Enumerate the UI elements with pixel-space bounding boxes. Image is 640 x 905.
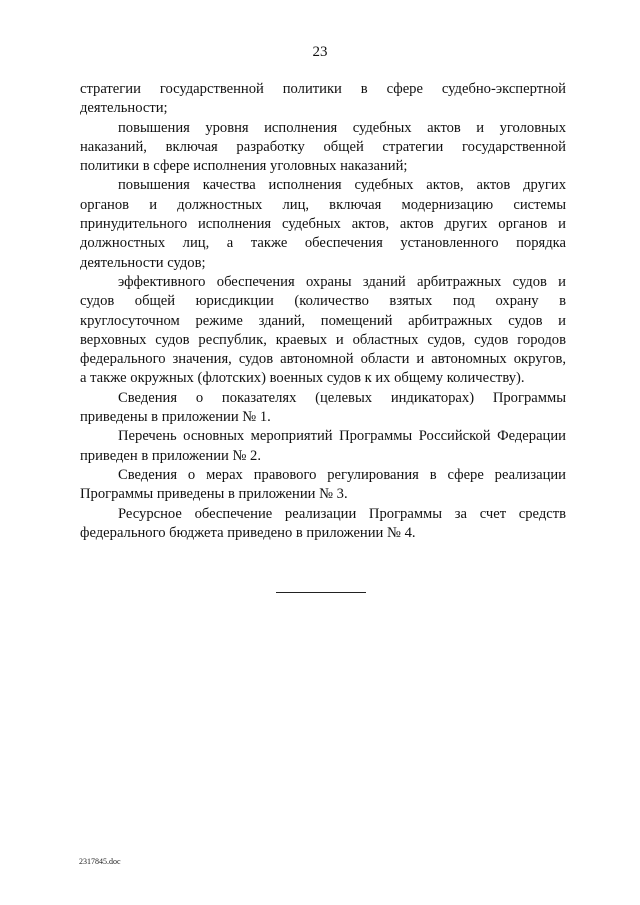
text-line: Сведения о мерах правового регулирования в сфере реализации (118, 466, 566, 483)
document-body (80, 80, 566, 543)
text-line: повышения уровня исполнения судебных актов и уголовных (118, 119, 566, 136)
text-line: Программы приведены в приложении № 3. (80, 486, 348, 503)
paragraph (80, 505, 566, 544)
paragraph (80, 427, 566, 466)
text-line: эффективного обеспечения охраны зданий арбитражных судов и (118, 273, 566, 290)
paragraph (80, 80, 566, 119)
text-line: верховных судов республик, краевых и областных судов, судов городов (80, 331, 566, 348)
text-line: Перечень основных мероприятий Программы Российской Федерации (118, 428, 566, 445)
text-line: повышения качества исполнения судебных актов, актов других (118, 177, 566, 194)
paragraph (80, 119, 566, 177)
text-line: федерального бюджета приведено в приложении № 4. (80, 524, 416, 541)
text-line: наказаний, включая разработку общей стратегии государственной (80, 138, 566, 155)
text-line: должностных лиц, а также обеспечения установленного порядка (80, 235, 566, 252)
text-line: принудительного исполнения судебных актов, актов других органов и (80, 216, 566, 233)
text-line: деятельности; (80, 100, 168, 117)
paragraph (80, 176, 566, 272)
text-line: Сведения о показателях (целевых индикаторах) Программы (118, 389, 566, 406)
end-separator-line (276, 592, 366, 593)
page-number: 23 (312, 44, 328, 60)
text-line: стратегии государственной политики в сфере судебно-экспертной (80, 81, 566, 97)
text-line: приведены в приложении № 1. (80, 409, 271, 426)
text-line: а также окружных (флотских) военных судов к их общему количеству). (80, 370, 525, 387)
text-line: деятельности судов; (80, 254, 206, 271)
text-line: федерального значения, судов автономной области и автономных округов, (80, 351, 566, 368)
text-line: судов общей юрисдикции (количество взятых под охрану в (80, 293, 566, 310)
text-line: круглосуточном режиме зданий, помещений арбитражных судов и (80, 312, 566, 329)
paragraph (80, 466, 566, 505)
paragraph (80, 389, 566, 428)
paragraph (80, 273, 566, 389)
document-file-code: 2317845.doc (79, 857, 121, 866)
text-line: приведен в приложении № 2. (80, 447, 262, 464)
text-line: органов и должностных лиц, включая модернизацию системы (80, 196, 566, 213)
text-line: политики в сфере исполнения уголовных наказаний; (80, 158, 408, 175)
text-line: Ресурсное обеспечение реализации Программы за счет средств (118, 505, 566, 522)
